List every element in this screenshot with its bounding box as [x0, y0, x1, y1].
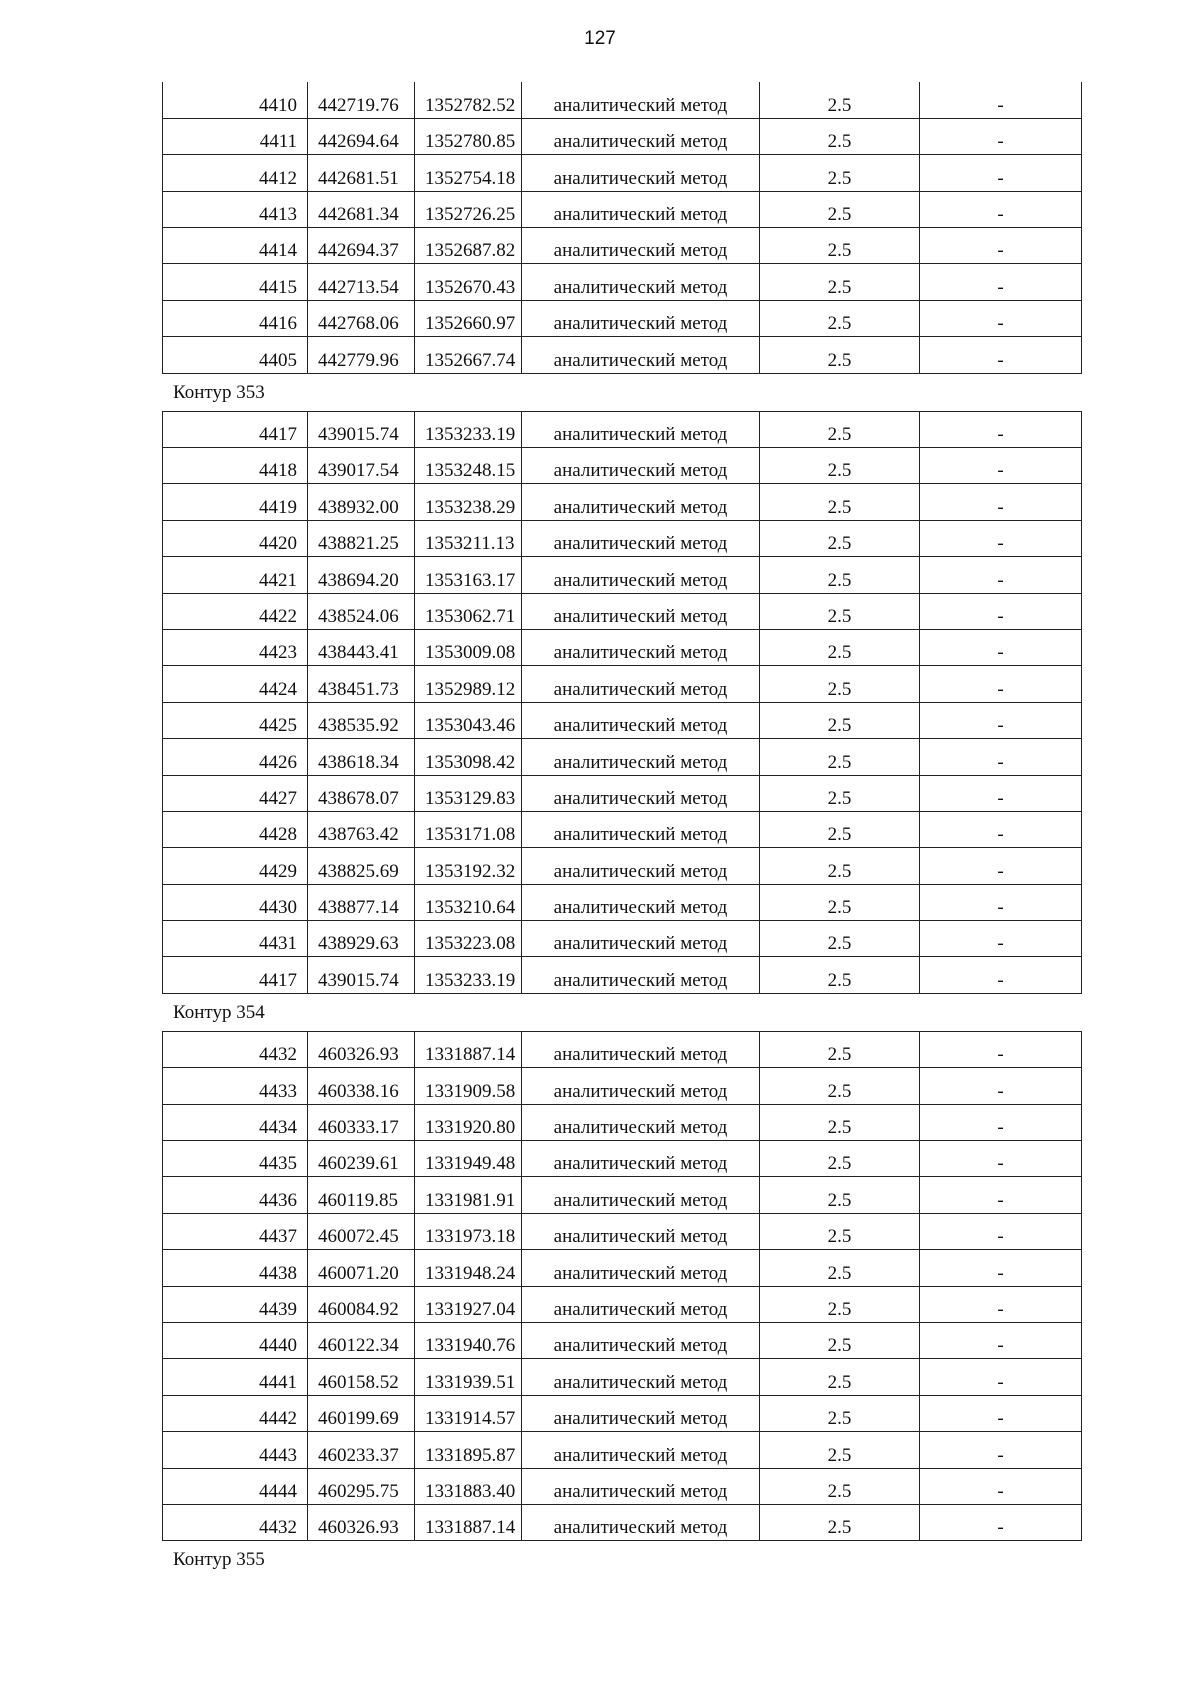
- table-row: [163, 82, 1082, 118]
- point-number-cell: 4432: [163, 1504, 308, 1540]
- method-cell: аналитический метод: [522, 1177, 760, 1213]
- table-row: [163, 666, 1082, 702]
- point-number-cell: 4431: [163, 921, 308, 957]
- point-number-cell: 4405: [163, 337, 308, 373]
- method-cell: аналитический метод: [522, 593, 760, 629]
- note-cell: -: [920, 1031, 1082, 1067]
- note-cell: -: [920, 1213, 1082, 1249]
- point-number-cell: 4439: [163, 1286, 308, 1322]
- method-cell: аналитический метод: [522, 1031, 760, 1067]
- x-coordinate-cell: 438678.07: [308, 775, 415, 811]
- point-number-cell: 4413: [163, 191, 308, 227]
- note-cell: -: [920, 300, 1082, 336]
- y-coordinate-cell: 1353009.08: [415, 629, 522, 665]
- x-coordinate-cell: 438825.69: [308, 848, 415, 884]
- table-row: [163, 957, 1082, 993]
- note-cell: -: [920, 629, 1082, 665]
- method-cell: аналитический метод: [522, 1141, 760, 1177]
- precision-cell: 2.5: [760, 775, 920, 811]
- note-cell: -: [920, 337, 1082, 373]
- method-cell: аналитический метод: [522, 1359, 760, 1395]
- method-cell: аналитический метод: [522, 1250, 760, 1286]
- point-number-cell: 4438: [163, 1250, 308, 1286]
- method-cell: аналитический метод: [522, 155, 760, 191]
- table-row: [163, 884, 1082, 920]
- x-coordinate-cell: 460333.17: [308, 1104, 415, 1140]
- point-number-cell: 4444: [163, 1468, 308, 1504]
- precision-cell: 2.5: [760, 1504, 920, 1540]
- method-cell: аналитический метод: [522, 191, 760, 227]
- point-number-cell: 4442: [163, 1395, 308, 1431]
- table-row: [163, 1031, 1082, 1067]
- note-cell: -: [920, 921, 1082, 957]
- point-number-cell: 4430: [163, 884, 308, 920]
- precision-cell: 2.5: [760, 957, 920, 993]
- precision-cell: 2.5: [760, 82, 920, 118]
- table-row: [163, 629, 1082, 665]
- point-number-cell: 4416: [163, 300, 308, 336]
- x-coordinate-cell: 439017.54: [308, 448, 415, 484]
- precision-cell: 2.5: [760, 1250, 920, 1286]
- precision-cell: 2.5: [760, 557, 920, 593]
- table-row: [163, 775, 1082, 811]
- table-row: [163, 337, 1082, 373]
- precision-cell: 2.5: [760, 300, 920, 336]
- precision-cell: 2.5: [760, 593, 920, 629]
- y-coordinate-cell: 1331981.91: [415, 1177, 522, 1213]
- y-coordinate-cell: 1353223.08: [415, 921, 522, 957]
- y-coordinate-cell: 1353248.15: [415, 448, 522, 484]
- point-number-cell: 4421: [163, 557, 308, 593]
- precision-cell: 2.5: [760, 666, 920, 702]
- x-coordinate-cell: 442694.64: [308, 118, 415, 154]
- precision-cell: 2.5: [760, 520, 920, 556]
- method-cell: аналитический метод: [522, 228, 760, 264]
- y-coordinate-cell: 1331939.51: [415, 1359, 522, 1395]
- x-coordinate-cell: 460158.52: [308, 1359, 415, 1395]
- x-coordinate-cell: 442713.54: [308, 264, 415, 300]
- note-cell: -: [920, 228, 1082, 264]
- y-coordinate-cell: 1331914.57: [415, 1395, 522, 1431]
- x-coordinate-cell: 460084.92: [308, 1286, 415, 1322]
- y-coordinate-cell: 1353238.29: [415, 484, 522, 520]
- precision-cell: 2.5: [760, 702, 920, 738]
- note-cell: -: [920, 411, 1082, 447]
- method-cell: аналитический метод: [522, 629, 760, 665]
- point-number-cell: 4434: [163, 1104, 308, 1140]
- note-cell: -: [920, 1504, 1082, 1540]
- method-cell: аналитический метод: [522, 739, 760, 775]
- note-cell: -: [920, 593, 1082, 629]
- precision-cell: 2.5: [760, 264, 920, 300]
- point-number-cell: 4429: [163, 848, 308, 884]
- note-cell: -: [920, 811, 1082, 847]
- note-cell: -: [920, 1432, 1082, 1468]
- precision-cell: 2.5: [760, 1395, 920, 1431]
- y-coordinate-cell: 1353098.42: [415, 739, 522, 775]
- point-number-cell: 4432: [163, 1031, 308, 1067]
- method-cell: аналитический метод: [522, 300, 760, 336]
- method-cell: аналитический метод: [522, 1323, 760, 1359]
- precision-cell: 2.5: [760, 1432, 920, 1468]
- method-cell: аналитический метод: [522, 118, 760, 154]
- document-body: [162, 82, 1082, 1578]
- point-number-cell: 4412: [163, 155, 308, 191]
- method-cell: аналитический метод: [522, 82, 760, 118]
- x-coordinate-cell: 460239.61: [308, 1141, 415, 1177]
- table-row: [163, 1213, 1082, 1249]
- precision-cell: 2.5: [760, 448, 920, 484]
- y-coordinate-cell: 1352989.12: [415, 666, 522, 702]
- y-coordinate-cell: 1331883.40: [415, 1468, 522, 1504]
- table-row: [163, 921, 1082, 957]
- point-number-cell: 4414: [163, 228, 308, 264]
- method-cell: аналитический метод: [522, 921, 760, 957]
- coordinates-table: [162, 1031, 1082, 1541]
- note-cell: -: [920, 557, 1082, 593]
- y-coordinate-cell: 1353192.32: [415, 848, 522, 884]
- point-number-cell: 4417: [163, 957, 308, 993]
- y-coordinate-cell: 1352782.52: [415, 82, 522, 118]
- x-coordinate-cell: 442694.37: [308, 228, 415, 264]
- x-coordinate-cell: 438524.06: [308, 593, 415, 629]
- x-coordinate-cell: 460233.37: [308, 1432, 415, 1468]
- x-coordinate-cell: 460338.16: [308, 1068, 415, 1104]
- y-coordinate-cell: 1353129.83: [415, 775, 522, 811]
- point-number-cell: 4419: [163, 484, 308, 520]
- precision-cell: 2.5: [760, 1468, 920, 1504]
- precision-cell: 2.5: [760, 155, 920, 191]
- table-row: [163, 1359, 1082, 1395]
- y-coordinate-cell: 1331909.58: [415, 1068, 522, 1104]
- method-cell: аналитический метод: [522, 1068, 760, 1104]
- note-cell: -: [920, 1250, 1082, 1286]
- y-coordinate-cell: 1352670.43: [415, 264, 522, 300]
- precision-cell: 2.5: [760, 484, 920, 520]
- point-number-cell: 4443: [163, 1432, 308, 1468]
- point-number-cell: 4422: [163, 593, 308, 629]
- point-number-cell: 4417: [163, 411, 308, 447]
- table-row: [163, 1068, 1082, 1104]
- note-cell: -: [920, 739, 1082, 775]
- y-coordinate-cell: 1331895.87: [415, 1432, 522, 1468]
- x-coordinate-cell: 460295.75: [308, 1468, 415, 1504]
- point-number-cell: 4418: [163, 448, 308, 484]
- note-cell: -: [920, 448, 1082, 484]
- method-cell: аналитический метод: [522, 1104, 760, 1140]
- x-coordinate-cell: 438618.34: [308, 739, 415, 775]
- precision-cell: 2.5: [760, 1031, 920, 1067]
- note-cell: -: [920, 1395, 1082, 1431]
- table-row: [163, 228, 1082, 264]
- note-cell: -: [920, 82, 1082, 118]
- table-row: [163, 811, 1082, 847]
- method-cell: аналитический метод: [522, 264, 760, 300]
- note-cell: -: [920, 1323, 1082, 1359]
- y-coordinate-cell: 1353043.46: [415, 702, 522, 738]
- note-cell: -: [920, 1359, 1082, 1395]
- table-row: [163, 739, 1082, 775]
- note-cell: -: [920, 666, 1082, 702]
- method-cell: аналитический метод: [522, 811, 760, 847]
- y-coordinate-cell: 1331927.04: [415, 1286, 522, 1322]
- precision-cell: 2.5: [760, 1177, 920, 1213]
- table-row: [163, 1104, 1082, 1140]
- x-coordinate-cell: 442681.51: [308, 155, 415, 191]
- method-cell: аналитический метод: [522, 848, 760, 884]
- method-cell: аналитический метод: [522, 411, 760, 447]
- precision-cell: 2.5: [760, 629, 920, 665]
- note-cell: -: [920, 848, 1082, 884]
- y-coordinate-cell: 1352687.82: [415, 228, 522, 264]
- table-row: [163, 1395, 1082, 1431]
- point-number-cell: 4436: [163, 1177, 308, 1213]
- point-number-cell: 4433: [163, 1068, 308, 1104]
- note-cell: -: [920, 1468, 1082, 1504]
- table-row: [163, 411, 1082, 447]
- y-coordinate-cell: 1331920.80: [415, 1104, 522, 1140]
- table-row: [163, 1250, 1082, 1286]
- x-coordinate-cell: 438451.73: [308, 666, 415, 702]
- precision-cell: 2.5: [760, 848, 920, 884]
- y-coordinate-cell: 1353233.19: [415, 411, 522, 447]
- table-row: [163, 702, 1082, 738]
- table-row: [163, 593, 1082, 629]
- table-row: [163, 300, 1082, 336]
- table-row: [163, 191, 1082, 227]
- y-coordinate-cell: 1352780.85: [415, 118, 522, 154]
- method-cell: аналитический метод: [522, 1432, 760, 1468]
- x-coordinate-cell: 439015.74: [308, 957, 415, 993]
- precision-cell: 2.5: [760, 884, 920, 920]
- precision-cell: 2.5: [760, 1359, 920, 1395]
- x-coordinate-cell: 442779.96: [308, 337, 415, 373]
- point-number-cell: 4428: [163, 811, 308, 847]
- method-cell: аналитический метод: [522, 337, 760, 373]
- point-number-cell: 4423: [163, 629, 308, 665]
- precision-cell: 2.5: [760, 118, 920, 154]
- note-cell: -: [920, 264, 1082, 300]
- x-coordinate-cell: 442681.34: [308, 191, 415, 227]
- method-cell: аналитический метод: [522, 557, 760, 593]
- point-number-cell: 4427: [163, 775, 308, 811]
- point-number-cell: 4440: [163, 1323, 308, 1359]
- y-coordinate-cell: 1331940.76: [415, 1323, 522, 1359]
- x-coordinate-cell: 460119.85: [308, 1177, 415, 1213]
- table-row: [163, 1141, 1082, 1177]
- precision-cell: 2.5: [760, 337, 920, 373]
- table-row: [163, 520, 1082, 556]
- y-coordinate-cell: 1353233.19: [415, 957, 522, 993]
- y-coordinate-cell: 1353211.13: [415, 520, 522, 556]
- table-row: [163, 264, 1082, 300]
- method-cell: аналитический метод: [522, 666, 760, 702]
- method-cell: аналитический метод: [522, 702, 760, 738]
- coordinates-table: [162, 411, 1082, 994]
- y-coordinate-cell: 1331948.24: [415, 1250, 522, 1286]
- method-cell: аналитический метод: [522, 775, 760, 811]
- method-cell: аналитический метод: [522, 884, 760, 920]
- y-coordinate-cell: 1353171.08: [415, 811, 522, 847]
- method-cell: аналитический метод: [522, 1395, 760, 1431]
- table-row: [163, 1504, 1082, 1540]
- note-cell: -: [920, 520, 1082, 556]
- x-coordinate-cell: 438694.20: [308, 557, 415, 593]
- point-number-cell: 4425: [163, 702, 308, 738]
- note-cell: -: [920, 884, 1082, 920]
- point-number-cell: 4441: [163, 1359, 308, 1395]
- point-number-cell: 4426: [163, 739, 308, 775]
- y-coordinate-cell: 1353163.17: [415, 557, 522, 593]
- note-cell: -: [920, 484, 1082, 520]
- precision-cell: 2.5: [760, 1286, 920, 1322]
- y-coordinate-cell: 1353062.71: [415, 593, 522, 629]
- y-coordinate-cell: 1352754.18: [415, 155, 522, 191]
- table-row: [163, 1468, 1082, 1504]
- point-number-cell: 4420: [163, 520, 308, 556]
- note-cell: -: [920, 191, 1082, 227]
- table-row: [163, 848, 1082, 884]
- note-cell: -: [920, 1177, 1082, 1213]
- x-coordinate-cell: 438929.63: [308, 921, 415, 957]
- note-cell: -: [920, 1141, 1082, 1177]
- x-coordinate-cell: 460071.20: [308, 1250, 415, 1286]
- point-number-cell: 4415: [163, 264, 308, 300]
- x-coordinate-cell: 438932.00: [308, 484, 415, 520]
- contour-title: Контур 355: [173, 1549, 265, 1571]
- x-coordinate-cell: 438535.92: [308, 702, 415, 738]
- y-coordinate-cell: 1353210.64: [415, 884, 522, 920]
- method-cell: аналитический метод: [522, 1504, 760, 1540]
- x-coordinate-cell: 438763.42: [308, 811, 415, 847]
- note-cell: -: [920, 1286, 1082, 1322]
- x-coordinate-cell: 442768.06: [308, 300, 415, 336]
- precision-cell: 2.5: [760, 739, 920, 775]
- precision-cell: 2.5: [760, 411, 920, 447]
- x-coordinate-cell: 438443.41: [308, 629, 415, 665]
- contour-title: Контур 353: [173, 381, 265, 403]
- x-coordinate-cell: 460199.69: [308, 1395, 415, 1431]
- x-coordinate-cell: 438821.25: [308, 520, 415, 556]
- method-cell: аналитический метод: [522, 1213, 760, 1249]
- point-number-cell: 4437: [163, 1213, 308, 1249]
- note-cell: -: [920, 118, 1082, 154]
- precision-cell: 2.5: [760, 1141, 920, 1177]
- point-number-cell: 4424: [163, 666, 308, 702]
- y-coordinate-cell: 1331887.14: [415, 1031, 522, 1067]
- x-coordinate-cell: 439015.74: [308, 411, 415, 447]
- x-coordinate-cell: 460326.93: [308, 1504, 415, 1540]
- precision-cell: 2.5: [760, 191, 920, 227]
- method-cell: аналитический метод: [522, 484, 760, 520]
- y-coordinate-cell: 1352726.25: [415, 191, 522, 227]
- table-row: [163, 1432, 1082, 1468]
- precision-cell: 2.5: [760, 811, 920, 847]
- y-coordinate-cell: 1331887.14: [415, 1504, 522, 1540]
- method-cell: аналитический метод: [522, 1468, 760, 1504]
- page-number: 127: [584, 28, 616, 49]
- precision-cell: 2.5: [760, 921, 920, 957]
- table-row: [163, 1286, 1082, 1322]
- note-cell: -: [920, 155, 1082, 191]
- method-cell: аналитический метод: [522, 448, 760, 484]
- note-cell: -: [920, 1068, 1082, 1104]
- x-coordinate-cell: 438877.14: [308, 884, 415, 920]
- coordinates-table: [162, 82, 1082, 374]
- y-coordinate-cell: 1331973.18: [415, 1213, 522, 1249]
- method-cell: аналитический метод: [522, 520, 760, 556]
- table-row: [163, 448, 1082, 484]
- x-coordinate-cell: 460326.93: [308, 1031, 415, 1067]
- precision-cell: 2.5: [760, 1213, 920, 1249]
- method-cell: аналитический метод: [522, 957, 760, 993]
- precision-cell: 2.5: [760, 1068, 920, 1104]
- y-coordinate-cell: 1352667.74: [415, 337, 522, 373]
- y-coordinate-cell: 1331949.48: [415, 1141, 522, 1177]
- x-coordinate-cell: 460072.45: [308, 1213, 415, 1249]
- method-cell: аналитический метод: [522, 1286, 760, 1322]
- note-cell: -: [920, 957, 1082, 993]
- note-cell: -: [920, 1104, 1082, 1140]
- table-row: [163, 155, 1082, 191]
- note-cell: -: [920, 775, 1082, 811]
- table-row: [163, 1323, 1082, 1359]
- note-cell: -: [920, 702, 1082, 738]
- point-number-cell: 4410: [163, 82, 308, 118]
- point-number-cell: 4435: [163, 1141, 308, 1177]
- precision-cell: 2.5: [760, 1104, 920, 1140]
- precision-cell: 2.5: [760, 1323, 920, 1359]
- table-row: [163, 118, 1082, 154]
- x-coordinate-cell: 460122.34: [308, 1323, 415, 1359]
- table-row: [163, 557, 1082, 593]
- x-coordinate-cell: 442719.76: [308, 82, 415, 118]
- table-row: [163, 1177, 1082, 1213]
- precision-cell: 2.5: [760, 228, 920, 264]
- point-number-cell: 4411: [163, 118, 308, 154]
- table-row: [163, 484, 1082, 520]
- y-coordinate-cell: 1352660.97: [415, 300, 522, 336]
- contour-title: Контур 354: [173, 1001, 265, 1023]
